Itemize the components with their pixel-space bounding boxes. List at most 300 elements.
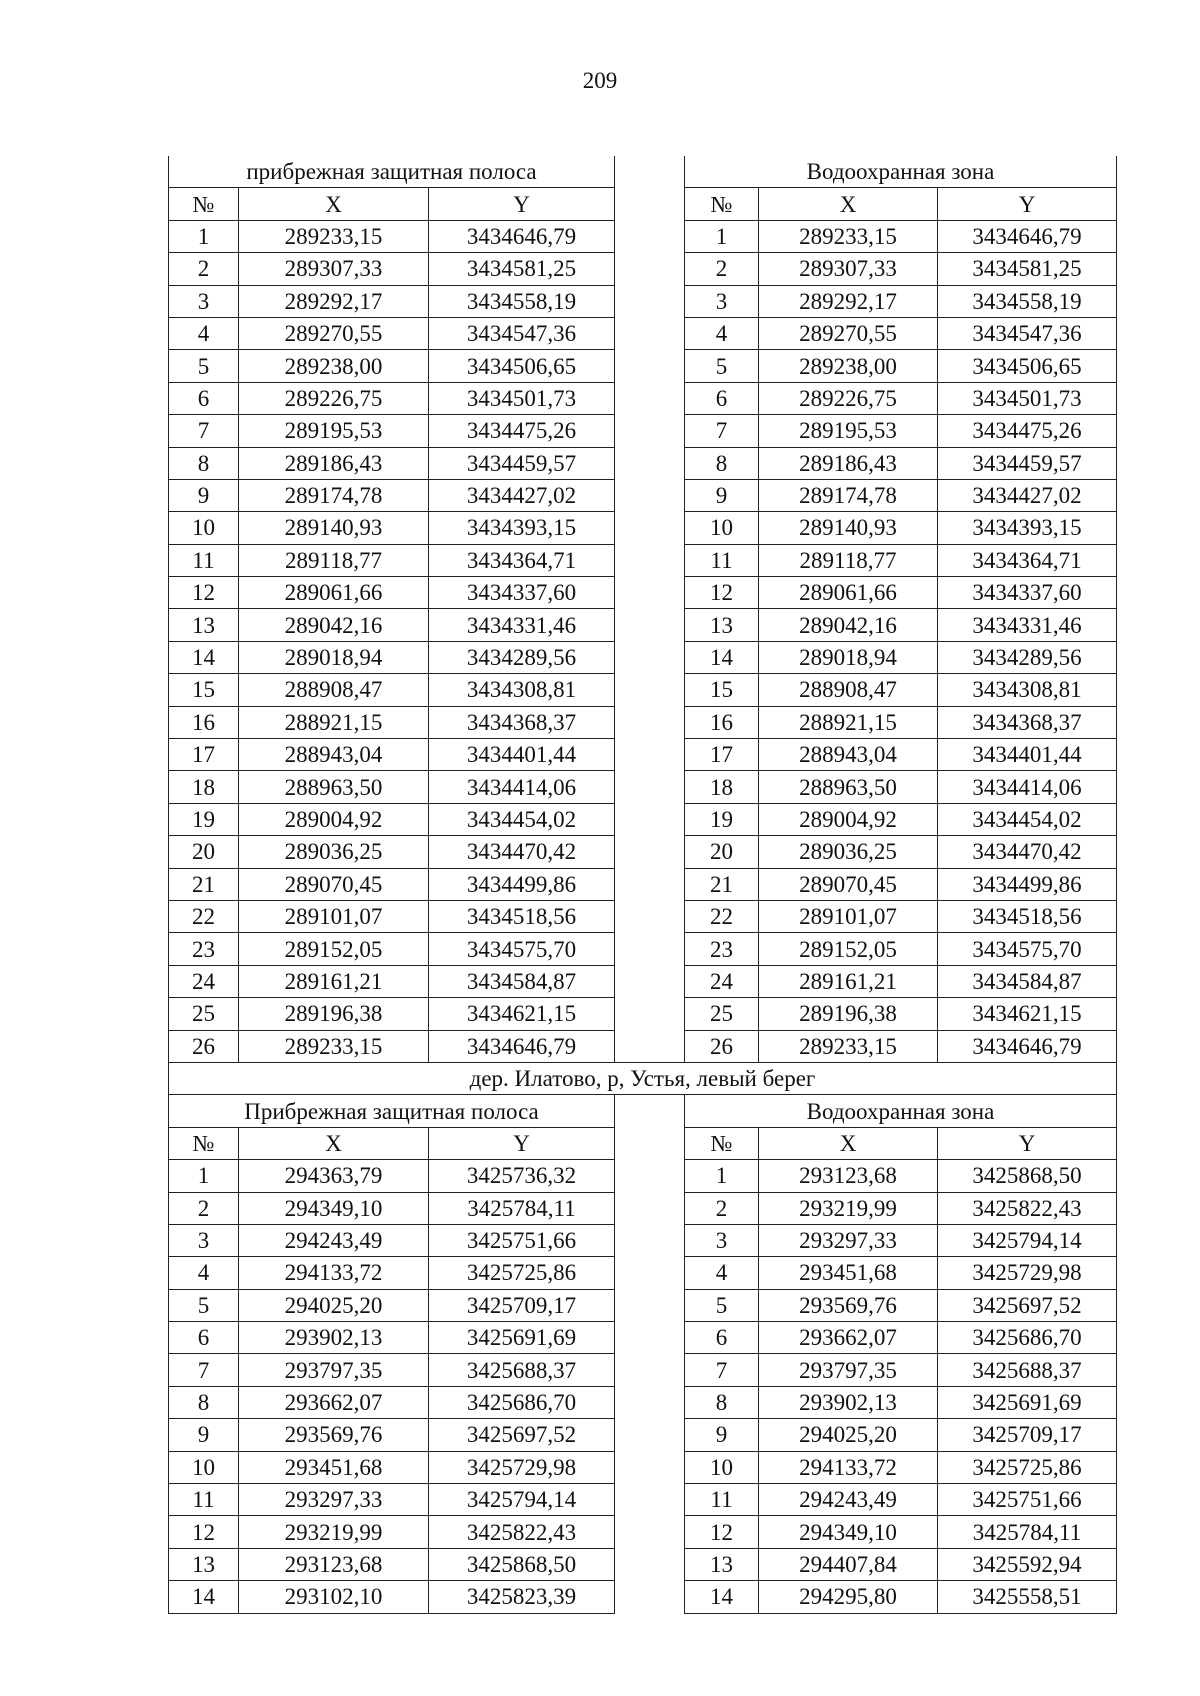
section1-right-title: Водоохранная зона bbox=[685, 156, 1117, 188]
cell-left-y: 3434337,60 bbox=[429, 577, 615, 609]
cell-left-y: 3434506,65 bbox=[429, 350, 615, 382]
section1-title-row bbox=[169, 156, 1117, 188]
cell-left-num: 18 bbox=[169, 771, 239, 803]
cell-left-y: 3425691,69 bbox=[429, 1322, 615, 1354]
cell-right-x: 294349,10 bbox=[759, 1516, 938, 1548]
cell-right-x: 289238,00 bbox=[759, 350, 938, 382]
table-row bbox=[169, 1160, 1117, 1192]
table-row bbox=[169, 674, 1117, 706]
cell-left-x: 288963,50 bbox=[239, 771, 429, 803]
cell-right-x: 293569,76 bbox=[759, 1289, 938, 1321]
table-row bbox=[169, 868, 1117, 900]
cell-left-num: 4 bbox=[169, 317, 239, 349]
table-row bbox=[169, 479, 1117, 511]
cell-left-y: 3434646,79 bbox=[429, 220, 615, 252]
cell-right-y: 3434289,56 bbox=[938, 641, 1117, 673]
cell-left-x: 293123,68 bbox=[239, 1548, 429, 1580]
column-header-num: № bbox=[169, 188, 239, 220]
cell-left-num: 25 bbox=[169, 998, 239, 1030]
cell-right-num: 5 bbox=[685, 350, 759, 382]
cell-right-x: 288908,47 bbox=[759, 674, 938, 706]
cell-right-x: 288943,04 bbox=[759, 739, 938, 771]
cell-right-y: 3434337,60 bbox=[938, 577, 1117, 609]
cell-left-num: 26 bbox=[169, 1030, 239, 1062]
cell-left-y: 3425751,66 bbox=[429, 1224, 615, 1256]
column-header-num: № bbox=[685, 1127, 759, 1159]
cell-left-x: 289018,94 bbox=[239, 641, 429, 673]
cell-right-num: 21 bbox=[685, 868, 759, 900]
cell-left-num: 12 bbox=[169, 1516, 239, 1548]
cell-right-x: 289140,93 bbox=[759, 512, 938, 544]
table-row bbox=[169, 1192, 1117, 1224]
section2-header-row bbox=[169, 1127, 1117, 1159]
cell-right-x: 289174,78 bbox=[759, 479, 938, 511]
cell-right-num: 13 bbox=[685, 609, 759, 641]
cell-right-y: 3434454,02 bbox=[938, 803, 1117, 835]
cell-right-y: 3434547,36 bbox=[938, 317, 1117, 349]
cell-right-x: 288963,50 bbox=[759, 771, 938, 803]
cell-left-num: 2 bbox=[169, 1192, 239, 1224]
table-row bbox=[169, 1419, 1117, 1451]
cell-left-y: 3425822,43 bbox=[429, 1516, 615, 1548]
table-row bbox=[169, 900, 1117, 932]
cell-right-y: 3434621,15 bbox=[938, 998, 1117, 1030]
cell-left-x: 293451,68 bbox=[239, 1451, 429, 1483]
cell-left-x: 294363,79 bbox=[239, 1160, 429, 1192]
table-row bbox=[169, 1484, 1117, 1516]
cell-right-num: 25 bbox=[685, 998, 759, 1030]
cell-right-num: 6 bbox=[685, 382, 759, 414]
cell-right-num: 16 bbox=[685, 706, 759, 738]
cell-left-y: 3434475,26 bbox=[429, 415, 615, 447]
table-row bbox=[169, 382, 1117, 414]
cell-right-x: 293123,68 bbox=[759, 1160, 938, 1192]
cell-right-num: 11 bbox=[685, 1484, 759, 1516]
cell-right-y: 3434331,46 bbox=[938, 609, 1117, 641]
cell-left-y: 3434470,42 bbox=[429, 836, 615, 868]
cell-right-y: 3425822,43 bbox=[938, 1192, 1117, 1224]
cell-left-num: 21 bbox=[169, 868, 239, 900]
column-header-y: Y bbox=[429, 1127, 615, 1159]
cell-right-y: 3425697,52 bbox=[938, 1289, 1117, 1321]
cell-right-y: 3425558,51 bbox=[938, 1581, 1117, 1613]
column-header-x: X bbox=[759, 188, 938, 220]
table-row bbox=[169, 1451, 1117, 1483]
cell-left-x: 289118,77 bbox=[239, 544, 429, 576]
table-row bbox=[169, 739, 1117, 771]
cell-right-x: 293451,68 bbox=[759, 1257, 938, 1289]
cell-right-num: 14 bbox=[685, 1581, 759, 1613]
cell-right-x: 294407,84 bbox=[759, 1548, 938, 1580]
cell-right-x: 289270,55 bbox=[759, 317, 938, 349]
cell-left-y: 3434368,37 bbox=[429, 706, 615, 738]
cell-right-y: 3434393,15 bbox=[938, 512, 1117, 544]
column-header-x: X bbox=[759, 1127, 938, 1159]
cell-right-num: 3 bbox=[685, 1224, 759, 1256]
cell-left-y: 3434459,57 bbox=[429, 447, 615, 479]
cell-right-num: 3 bbox=[685, 285, 759, 317]
cell-left-x: 289152,05 bbox=[239, 933, 429, 965]
cell-right-num: 20 bbox=[685, 836, 759, 868]
cell-right-y: 3434401,44 bbox=[938, 739, 1117, 771]
cell-left-num: 7 bbox=[169, 415, 239, 447]
cell-left-x: 293102,10 bbox=[239, 1581, 429, 1613]
cell-left-y: 3434499,86 bbox=[429, 868, 615, 900]
cell-right-x: 289070,45 bbox=[759, 868, 938, 900]
location-title: дер. Илатово, р, Устья, левый берег bbox=[169, 1062, 1117, 1094]
cell-right-y: 3434470,42 bbox=[938, 836, 1117, 868]
cell-left-x: 289174,78 bbox=[239, 479, 429, 511]
column-header-num: № bbox=[685, 188, 759, 220]
cell-left-y: 3425688,37 bbox=[429, 1354, 615, 1386]
cell-left-x: 293902,13 bbox=[239, 1322, 429, 1354]
cell-right-x: 293797,35 bbox=[759, 1354, 938, 1386]
cell-left-x: 289042,16 bbox=[239, 609, 429, 641]
cell-left-x: 289238,00 bbox=[239, 350, 429, 382]
cell-right-num: 13 bbox=[685, 1548, 759, 1580]
cell-left-x: 289161,21 bbox=[239, 965, 429, 997]
cell-right-x: 289233,15 bbox=[759, 1030, 938, 1062]
cell-left-num: 10 bbox=[169, 1451, 239, 1483]
cell-right-num: 4 bbox=[685, 317, 759, 349]
cell-right-num: 15 bbox=[685, 674, 759, 706]
cell-right-y: 3434368,37 bbox=[938, 706, 1117, 738]
table-row bbox=[169, 1386, 1117, 1418]
column-header-y: Y bbox=[938, 188, 1117, 220]
cell-right-x: 289196,38 bbox=[759, 998, 938, 1030]
cell-left-y: 3434289,56 bbox=[429, 641, 615, 673]
cell-right-num: 5 bbox=[685, 1289, 759, 1321]
cell-left-y: 3434621,15 bbox=[429, 998, 615, 1030]
cell-right-x: 293902,13 bbox=[759, 1386, 938, 1418]
table-row bbox=[169, 1581, 1117, 1613]
cell-left-num: 22 bbox=[169, 900, 239, 932]
table-row bbox=[169, 512, 1117, 544]
cell-right-num: 23 bbox=[685, 933, 759, 965]
cell-left-y: 3434454,02 bbox=[429, 803, 615, 835]
cell-left-y: 3434427,02 bbox=[429, 479, 615, 511]
cell-left-num: 6 bbox=[169, 382, 239, 414]
cell-left-num: 20 bbox=[169, 836, 239, 868]
cell-left-y: 3434584,87 bbox=[429, 965, 615, 997]
cell-left-y: 3434331,46 bbox=[429, 609, 615, 641]
table-row bbox=[169, 317, 1117, 349]
cell-left-y: 3434581,25 bbox=[429, 253, 615, 285]
cell-left-y: 3425729,98 bbox=[429, 1451, 615, 1483]
cell-left-x: 293297,33 bbox=[239, 1484, 429, 1516]
cell-right-num: 12 bbox=[685, 1516, 759, 1548]
cell-left-y: 3434646,79 bbox=[429, 1030, 615, 1062]
cell-left-num: 10 bbox=[169, 512, 239, 544]
cell-left-num: 23 bbox=[169, 933, 239, 965]
cell-right-x: 293297,33 bbox=[759, 1224, 938, 1256]
cell-left-x: 289196,38 bbox=[239, 998, 429, 1030]
table-row bbox=[169, 1030, 1117, 1062]
cell-right-y: 3434506,65 bbox=[938, 350, 1117, 382]
cell-left-x: 288908,47 bbox=[239, 674, 429, 706]
cell-left-num: 2 bbox=[169, 253, 239, 285]
section2-right-title: Водоохранная зона bbox=[685, 1095, 1117, 1127]
cell-left-x: 289233,15 bbox=[239, 220, 429, 252]
cell-left-x: 288943,04 bbox=[239, 739, 429, 771]
table-row bbox=[169, 253, 1117, 285]
cell-right-y: 3434501,73 bbox=[938, 382, 1117, 414]
cell-right-num: 7 bbox=[685, 1354, 759, 1386]
cell-right-y: 3434575,70 bbox=[938, 933, 1117, 965]
cell-right-num: 6 bbox=[685, 1322, 759, 1354]
cell-right-x: 289233,15 bbox=[759, 220, 938, 252]
cell-left-x: 289233,15 bbox=[239, 1030, 429, 1062]
cell-right-x: 294295,80 bbox=[759, 1581, 938, 1613]
cell-right-y: 3425729,98 bbox=[938, 1257, 1117, 1289]
table-row bbox=[169, 1224, 1117, 1256]
cell-left-y: 3425725,86 bbox=[429, 1257, 615, 1289]
table-row bbox=[169, 350, 1117, 382]
cell-right-y: 3434427,02 bbox=[938, 479, 1117, 511]
cell-right-x: 294243,49 bbox=[759, 1484, 938, 1516]
cell-right-num: 10 bbox=[685, 512, 759, 544]
cell-left-y: 3425736,32 bbox=[429, 1160, 615, 1192]
cell-right-y: 3425686,70 bbox=[938, 1322, 1117, 1354]
cell-left-num: 8 bbox=[169, 1386, 239, 1418]
section2-left-title: Прибрежная защитная полоса bbox=[169, 1095, 615, 1127]
cell-right-num: 8 bbox=[685, 447, 759, 479]
cell-right-x: 289101,07 bbox=[759, 900, 938, 932]
cell-right-y: 3434459,57 bbox=[938, 447, 1117, 479]
cell-right-x: 289152,05 bbox=[759, 933, 938, 965]
cell-left-x: 293662,07 bbox=[239, 1386, 429, 1418]
cell-left-x: 289061,66 bbox=[239, 577, 429, 609]
cell-right-num: 1 bbox=[685, 1160, 759, 1192]
cell-left-x: 289226,75 bbox=[239, 382, 429, 414]
cell-right-y: 3434646,79 bbox=[938, 220, 1117, 252]
cell-left-num: 9 bbox=[169, 479, 239, 511]
table-row bbox=[169, 447, 1117, 479]
cell-right-num: 14 bbox=[685, 641, 759, 673]
cell-right-num: 1 bbox=[685, 220, 759, 252]
cell-right-x: 289161,21 bbox=[759, 965, 938, 997]
cell-left-num: 5 bbox=[169, 350, 239, 382]
table-row bbox=[169, 965, 1117, 997]
cell-left-y: 3425686,70 bbox=[429, 1386, 615, 1418]
cell-right-x: 289226,75 bbox=[759, 382, 938, 414]
cell-right-num: 26 bbox=[685, 1030, 759, 1062]
column-header-x: X bbox=[239, 1127, 429, 1159]
cell-left-y: 3425709,17 bbox=[429, 1289, 615, 1321]
cell-right-y: 3425868,50 bbox=[938, 1160, 1117, 1192]
section1-header-row bbox=[169, 188, 1117, 220]
table-row bbox=[169, 609, 1117, 641]
cell-left-num: 5 bbox=[169, 1289, 239, 1321]
cell-left-y: 3434547,36 bbox=[429, 317, 615, 349]
cell-right-x: 289307,33 bbox=[759, 253, 938, 285]
cell-left-num: 13 bbox=[169, 1548, 239, 1580]
cell-right-y: 3425725,86 bbox=[938, 1451, 1117, 1483]
table-row bbox=[169, 1354, 1117, 1386]
cell-right-x: 288921,15 bbox=[759, 706, 938, 738]
cell-left-y: 3434401,44 bbox=[429, 739, 615, 771]
cell-left-x: 289036,25 bbox=[239, 836, 429, 868]
table-row bbox=[169, 998, 1117, 1030]
table-row bbox=[169, 1257, 1117, 1289]
cell-right-num: 4 bbox=[685, 1257, 759, 1289]
cell-left-x: 289101,07 bbox=[239, 900, 429, 932]
cell-right-num: 22 bbox=[685, 900, 759, 932]
table-row bbox=[169, 577, 1117, 609]
cell-left-x: 293219,99 bbox=[239, 1516, 429, 1548]
location-title-row bbox=[169, 1062, 1117, 1094]
cell-left-x: 293797,35 bbox=[239, 1354, 429, 1386]
cell-left-x: 294025,20 bbox=[239, 1289, 429, 1321]
cell-right-x: 289118,77 bbox=[759, 544, 938, 576]
cell-left-y: 3434558,19 bbox=[429, 285, 615, 317]
coordinates-table bbox=[168, 156, 1117, 1614]
cell-right-x: 289195,53 bbox=[759, 415, 938, 447]
cell-right-x: 294025,20 bbox=[759, 1419, 938, 1451]
cell-left-num: 4 bbox=[169, 1257, 239, 1289]
cell-left-y: 3434414,06 bbox=[429, 771, 615, 803]
cell-right-y: 3425784,11 bbox=[938, 1516, 1117, 1548]
cell-left-x: 289140,93 bbox=[239, 512, 429, 544]
cell-right-y: 3425691,69 bbox=[938, 1386, 1117, 1418]
cell-right-x: 293219,99 bbox=[759, 1192, 938, 1224]
table-row bbox=[169, 771, 1117, 803]
section2-title-row bbox=[169, 1095, 1117, 1127]
cell-right-num: 9 bbox=[685, 1419, 759, 1451]
cell-left-num: 16 bbox=[169, 706, 239, 738]
cell-right-num: 11 bbox=[685, 544, 759, 576]
cell-left-y: 3425823,39 bbox=[429, 1581, 615, 1613]
cell-right-y: 3425709,17 bbox=[938, 1419, 1117, 1451]
column-header-num: № bbox=[169, 1127, 239, 1159]
table-row bbox=[169, 544, 1117, 576]
cell-left-num: 15 bbox=[169, 674, 239, 706]
table-row bbox=[169, 836, 1117, 868]
cell-left-y: 3425868,50 bbox=[429, 1548, 615, 1580]
cell-left-y: 3434501,73 bbox=[429, 382, 615, 414]
cell-right-y: 3425794,14 bbox=[938, 1224, 1117, 1256]
cell-left-x: 289195,53 bbox=[239, 415, 429, 447]
table-row bbox=[169, 933, 1117, 965]
column-header-y: Y bbox=[429, 188, 615, 220]
cell-left-num: 9 bbox=[169, 1419, 239, 1451]
cell-right-num: 2 bbox=[685, 1192, 759, 1224]
cell-left-num: 19 bbox=[169, 803, 239, 835]
cell-right-num: 17 bbox=[685, 739, 759, 771]
table-row bbox=[169, 706, 1117, 738]
cell-left-num: 14 bbox=[169, 641, 239, 673]
cell-right-x: 294133,72 bbox=[759, 1451, 938, 1483]
table-row bbox=[169, 1516, 1117, 1548]
cell-right-x: 289036,25 bbox=[759, 836, 938, 868]
table-row bbox=[169, 1548, 1117, 1580]
cell-left-y: 3434575,70 bbox=[429, 933, 615, 965]
cell-right-num: 12 bbox=[685, 577, 759, 609]
cell-right-x: 289004,92 bbox=[759, 803, 938, 835]
cell-left-num: 12 bbox=[169, 577, 239, 609]
table-row bbox=[169, 415, 1117, 447]
cell-left-x: 289270,55 bbox=[239, 317, 429, 349]
cell-left-x: 289186,43 bbox=[239, 447, 429, 479]
column-header-y: Y bbox=[938, 1127, 1117, 1159]
cell-right-y: 3434581,25 bbox=[938, 253, 1117, 285]
cell-left-x: 288921,15 bbox=[239, 706, 429, 738]
cell-right-num: 2 bbox=[685, 253, 759, 285]
cell-right-y: 3434414,06 bbox=[938, 771, 1117, 803]
cell-right-y: 3434364,71 bbox=[938, 544, 1117, 576]
cell-left-num: 7 bbox=[169, 1354, 239, 1386]
section1-left-title: прибрежная защитная полоса bbox=[169, 156, 615, 188]
cell-right-num: 9 bbox=[685, 479, 759, 511]
cell-right-y: 3434475,26 bbox=[938, 415, 1117, 447]
cell-right-y: 3425688,37 bbox=[938, 1354, 1117, 1386]
cell-right-x: 289292,17 bbox=[759, 285, 938, 317]
cell-left-num: 11 bbox=[169, 544, 239, 576]
cell-right-y: 3434584,87 bbox=[938, 965, 1117, 997]
cell-left-y: 3434518,56 bbox=[429, 900, 615, 932]
cell-left-y: 3434308,81 bbox=[429, 674, 615, 706]
page-number: 209 bbox=[582, 68, 618, 93]
cell-left-x: 289004,92 bbox=[239, 803, 429, 835]
table-row bbox=[169, 641, 1117, 673]
cell-left-y: 3434364,71 bbox=[429, 544, 615, 576]
cell-right-x: 289061,66 bbox=[759, 577, 938, 609]
cell-right-y: 3434518,56 bbox=[938, 900, 1117, 932]
cell-right-num: 24 bbox=[685, 965, 759, 997]
cell-left-x: 294243,49 bbox=[239, 1224, 429, 1256]
cell-right-y: 3434499,86 bbox=[938, 868, 1117, 900]
table-row bbox=[169, 803, 1117, 835]
cell-left-num: 24 bbox=[169, 965, 239, 997]
cell-left-x: 289307,33 bbox=[239, 253, 429, 285]
cell-left-num: 6 bbox=[169, 1322, 239, 1354]
cell-left-y: 3425784,11 bbox=[429, 1192, 615, 1224]
cell-left-x: 294349,10 bbox=[239, 1192, 429, 1224]
cell-right-x: 289042,16 bbox=[759, 609, 938, 641]
cell-left-num: 13 bbox=[169, 609, 239, 641]
cell-left-x: 293569,76 bbox=[239, 1419, 429, 1451]
cell-left-num: 11 bbox=[169, 1484, 239, 1516]
cell-right-x: 289186,43 bbox=[759, 447, 938, 479]
cell-right-num: 18 bbox=[685, 771, 759, 803]
cell-right-y: 3434646,79 bbox=[938, 1030, 1117, 1062]
table-row bbox=[169, 1322, 1117, 1354]
cell-right-num: 7 bbox=[685, 415, 759, 447]
cell-right-num: 10 bbox=[685, 1451, 759, 1483]
cell-right-x: 289018,94 bbox=[759, 641, 938, 673]
cell-left-num: 1 bbox=[169, 220, 239, 252]
cell-right-num: 8 bbox=[685, 1386, 759, 1418]
column-header-x: X bbox=[239, 188, 429, 220]
cell-right-y: 3425592,94 bbox=[938, 1548, 1117, 1580]
cell-left-x: 294133,72 bbox=[239, 1257, 429, 1289]
cell-left-y: 3425697,52 bbox=[429, 1419, 615, 1451]
cell-left-x: 289292,17 bbox=[239, 285, 429, 317]
cell-right-y: 3425751,66 bbox=[938, 1484, 1117, 1516]
table-row bbox=[169, 285, 1117, 317]
cell-left-num: 14 bbox=[169, 1581, 239, 1613]
cell-right-y: 3434308,81 bbox=[938, 674, 1117, 706]
cell-left-y: 3434393,15 bbox=[429, 512, 615, 544]
cell-right-y: 3434558,19 bbox=[938, 285, 1117, 317]
cell-left-num: 3 bbox=[169, 285, 239, 317]
cell-right-x: 293662,07 bbox=[759, 1322, 938, 1354]
cell-left-num: 17 bbox=[169, 739, 239, 771]
cell-left-x: 289070,45 bbox=[239, 868, 429, 900]
cell-left-y: 3425794,14 bbox=[429, 1484, 615, 1516]
cell-right-num: 19 bbox=[685, 803, 759, 835]
cell-left-num: 3 bbox=[169, 1224, 239, 1256]
